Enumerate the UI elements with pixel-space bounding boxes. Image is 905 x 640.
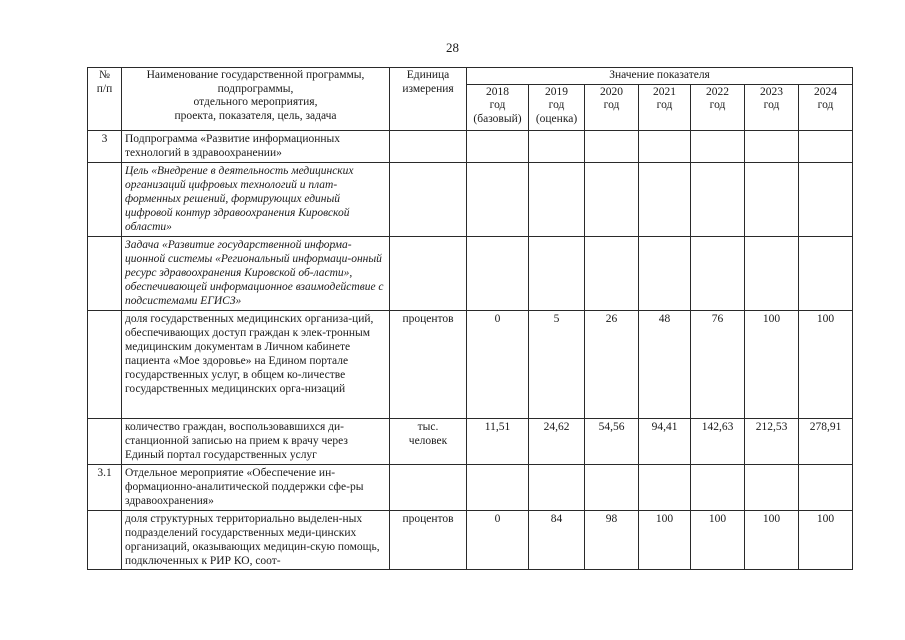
header-unit: Единица измерения <box>390 68 467 131</box>
row-name: Задача «Развитие государственной информа-ционной системы «Региональный информаци-онный ресурс здравоохранения Кировской об-ласти», обеспечивающей информационное взаимодействие с подсистемами ЕГИСЗ» <box>122 236 390 310</box>
row-value <box>745 464 799 510</box>
row-unit: тыс. человек <box>390 418 467 464</box>
row-value <box>585 464 639 510</box>
row-value: 84 <box>529 510 585 569</box>
row-value: 5 <box>529 310 585 418</box>
header-values: Значение показателя <box>467 68 853 85</box>
row-value <box>467 162 529 236</box>
row-unit: процентов <box>390 310 467 418</box>
row-value <box>745 162 799 236</box>
row-number: 3.1 <box>88 464 122 510</box>
row-number <box>88 418 122 464</box>
row-value <box>691 130 745 162</box>
row-value <box>467 130 529 162</box>
row-name: доля структурных территориально выделен-ных подразделений государственных меди-цинских организаций, оказывающих медицин-скую помощь, подключенных к РИР КО, соот- <box>122 510 390 569</box>
row-value: 0 <box>467 510 529 569</box>
header-year-2024: 2024 год <box>799 84 853 130</box>
table-row <box>88 418 853 464</box>
row-value <box>799 464 853 510</box>
row-value <box>639 236 691 310</box>
header-year-2022: 2022 год <box>691 84 745 130</box>
header-number: № п/п <box>88 68 122 131</box>
table-row <box>88 510 853 569</box>
row-value <box>639 130 691 162</box>
header-name: Наименование государственной программы, подпрограммы, отдельного мероприятия, проекта, показателя, цель, задача <box>122 68 390 131</box>
row-value: 100 <box>799 510 853 569</box>
row-value: 11,51 <box>467 418 529 464</box>
row-value <box>529 464 585 510</box>
row-number <box>88 236 122 310</box>
row-unit <box>390 130 467 162</box>
row-name: Отдельное мероприятие «Обеспечение ин-формационно-аналитической поддержки сфе-ры здравоохранения» <box>122 464 390 510</box>
row-value <box>799 162 853 236</box>
table-row <box>88 236 853 310</box>
row-value: 142,63 <box>691 418 745 464</box>
row-value <box>639 162 691 236</box>
row-value <box>585 162 639 236</box>
row-value: 76 <box>691 310 745 418</box>
row-value: 100 <box>745 510 799 569</box>
header-year-2020: 2020 год <box>585 84 639 130</box>
row-value: 26 <box>585 310 639 418</box>
row-unit <box>390 464 467 510</box>
row-unit <box>390 162 467 236</box>
row-value <box>799 236 853 310</box>
row-value <box>799 130 853 162</box>
table-row <box>88 310 853 418</box>
header-year-2018: 2018 год (базовый) <box>467 84 529 130</box>
row-value <box>585 130 639 162</box>
row-value: 278,91 <box>799 418 853 464</box>
row-value <box>529 236 585 310</box>
table-body <box>88 130 853 569</box>
row-value <box>467 236 529 310</box>
table-row <box>88 162 853 236</box>
row-value <box>639 464 691 510</box>
header-year-2021: 2021 год <box>639 84 691 130</box>
row-name: Подпрограмма «Развитие информационных технологий в здравоохранении» <box>122 130 390 162</box>
row-value: 100 <box>799 310 853 418</box>
row-value <box>529 162 585 236</box>
row-unit <box>390 236 467 310</box>
row-value: 98 <box>585 510 639 569</box>
row-value <box>745 130 799 162</box>
row-value: 0 <box>467 310 529 418</box>
header-year-2019: 2019 год (оценка) <box>529 84 585 130</box>
row-number <box>88 310 122 418</box>
row-value: 24,62 <box>529 418 585 464</box>
row-unit: процентов <box>390 510 467 569</box>
table-row <box>88 130 853 162</box>
row-value: 54,56 <box>585 418 639 464</box>
header-year-2023: 2023 год <box>745 84 799 130</box>
row-value <box>467 464 529 510</box>
row-value: 100 <box>691 510 745 569</box>
indicator-table <box>87 67 853 570</box>
row-value <box>585 236 639 310</box>
row-number: 3 <box>88 130 122 162</box>
row-value <box>691 236 745 310</box>
page-number: 28 <box>446 40 459 55</box>
row-number <box>88 510 122 569</box>
row-name: доля государственных медицинских организа-ций, обеспечивающих доступ граждан к элек-тронным медицинским документам в Личном кабинете пациента «Мое здоровье» на Едином портале государственных услуг, в общем ко-личестве государственных медицинских орга-низаций <box>122 310 390 418</box>
row-value: 94,41 <box>639 418 691 464</box>
row-value <box>529 130 585 162</box>
row-value <box>691 464 745 510</box>
row-value: 212,53 <box>745 418 799 464</box>
row-value: 100 <box>639 510 691 569</box>
row-number <box>88 162 122 236</box>
row-name: количество граждан, воспользовавшихся ди-станционной записью на прием к врачу через Единый портал государственных услуг <box>122 418 390 464</box>
table-row <box>88 464 853 510</box>
row-value: 100 <box>745 310 799 418</box>
row-value <box>691 162 745 236</box>
row-value <box>745 236 799 310</box>
row-name: Цель «Внедрение в деятельность медицинских организаций цифровых технологий и плат-форменных решений, формирующих единый цифровой контур здравоохранения Кировской области» <box>122 162 390 236</box>
row-value: 48 <box>639 310 691 418</box>
